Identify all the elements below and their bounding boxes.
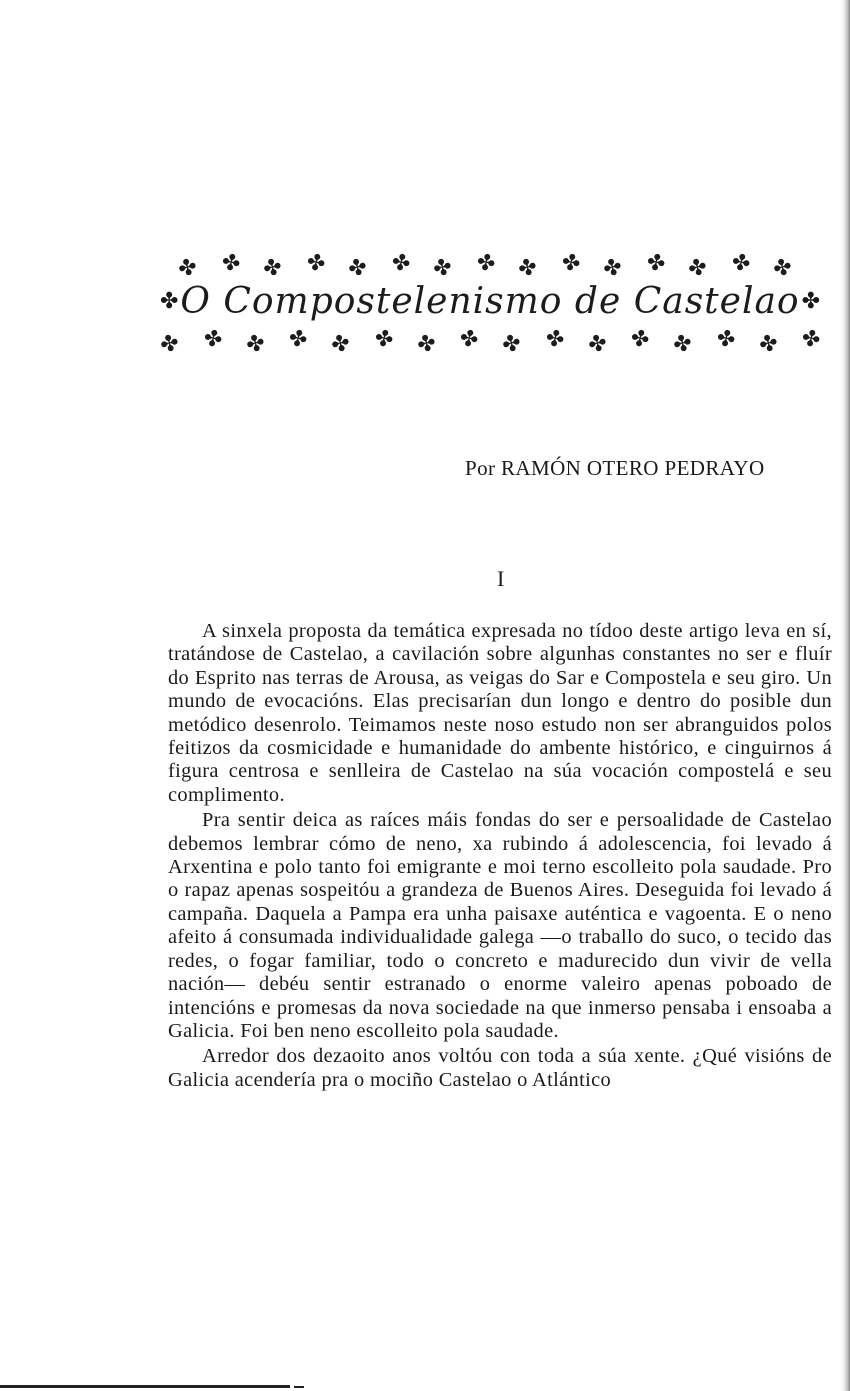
ornament-row-bottom bbox=[157, 322, 823, 362]
paragraph: A sinxela proposta da temática expresada no tídoo deste artigo leva en sí, tratándose de Castelao, a cavilación sobre algunhas constantes no ser e fluír do Esprito nas terras de Arousa, as veigas do Sar e Compostela e seu giro. Un mundo de evocacións. Elas precisarían dun longo e dentro do posible dun metódico desenrolo. Teimamos neste noso estudo non ser abranguidos polos feitizos da cosmicidade e humanidade do ambente histórico, e cinguirnos á figura centrosa e senlleira de Castelao na súa vocación compostelá e seu complimento. bbox=[168, 620, 832, 806]
fleuron-ornament-icon: ✤ bbox=[729, 248, 753, 278]
fleuron-ornament-icon: ✤ bbox=[388, 248, 413, 278]
paragraph: Pra sentir deica as raíces máis fondas do ser e persoalidade de Castelao debemos lembrar cómo de neno, xa rubindo á adolescencia, foi levado á Arxentina e polo tanto foi emigrante e moi terno escolleito pola saudade. Pro o rapaz apenas sospeitóu a grandeza de Buenos Aires. Deseguida foi levado á campaña. Daquela a Pampa era unha paisaxe auténtica e vagoenta. E o neno afeito á consumada individualidade galega —o traballo do suco, o tecido das redes, o fogar familiar, todo o concreto e madurecido dun vivir de vella nación— debéu sentir estranado o enorme valeiro apenas poboado de intencións e promesas da nova sociedade na que inmerso pensaba i ensoaba a Galicia. Foi ben neno escolleito pola saudade. bbox=[168, 809, 832, 1042]
fleuron-ornament-icon: ✤ bbox=[243, 329, 268, 359]
fleuron-ornament-icon: ✤ bbox=[801, 288, 820, 314]
title-line bbox=[160, 276, 820, 326]
fleuron-ornament-icon: ✤ bbox=[200, 324, 225, 354]
title-block bbox=[157, 238, 823, 368]
paragraph: Arredor dos dezaoito anos voltóu con toda a súa xente. ¿Qué visións de Galicia acendería pra o mociño Castelao o Atlántico bbox=[168, 1045, 832, 1091]
fleuron-ornament-icon: ✤ bbox=[218, 248, 242, 278]
fleuron-ornament-icon: ✤ bbox=[286, 324, 310, 354]
fleuron-ornament-icon: ✤ bbox=[515, 253, 540, 283]
bottom-rule bbox=[0, 1385, 290, 1388]
bottom-rule-dash bbox=[294, 1386, 304, 1388]
fleuron-ornament-icon: ✤ bbox=[473, 248, 498, 278]
article-body bbox=[168, 620, 832, 1094]
fleuron-ornament-icon: ✤ bbox=[303, 248, 328, 278]
fleuron-ornament-icon: ✤ bbox=[686, 253, 711, 283]
fleuron-ornament-icon: ✤ bbox=[799, 324, 823, 354]
fleuron-ornament-icon: ✤ bbox=[644, 248, 668, 278]
section-number: I bbox=[497, 566, 505, 591]
fleuron-ornament-icon: ✤ bbox=[157, 329, 182, 359]
fleuron-ornament-icon: ✤ bbox=[175, 253, 200, 283]
fleuron-ornament-icon: ✤ bbox=[499, 329, 524, 359]
fleuron-ornament-icon: ✤ bbox=[670, 329, 695, 359]
fleuron-ornament-icon: ✤ bbox=[260, 253, 285, 283]
fleuron-ornament-icon: ✤ bbox=[328, 329, 353, 359]
fleuron-ornament-icon: ✤ bbox=[756, 329, 781, 359]
fleuron-ornament-icon: ✤ bbox=[372, 324, 396, 354]
fleuron-ornament-icon: ✤ bbox=[771, 253, 796, 283]
fleuron-ornament-icon: ✤ bbox=[559, 248, 583, 278]
author-byline: Por RAMÓN OTERO PEDRAYO bbox=[465, 456, 765, 480]
fleuron-ornament-icon: ✤ bbox=[430, 253, 455, 283]
fleuron-ornament-icon: ✤ bbox=[628, 324, 652, 354]
fleuron-ornament-icon: ✤ bbox=[345, 253, 370, 283]
fleuron-ornament-icon: ✤ bbox=[160, 288, 179, 314]
fleuron-ornament-icon: ✤ bbox=[601, 253, 625, 283]
page-edge-shadow bbox=[840, 0, 850, 1391]
fleuron-ornament-icon: ✤ bbox=[414, 329, 439, 359]
fleuron-ornament-icon: ✤ bbox=[457, 324, 481, 354]
fleuron-ornament-icon: ✤ bbox=[543, 324, 567, 354]
fleuron-ornament-icon: ✤ bbox=[585, 329, 610, 359]
fleuron-ornament-icon: ✤ bbox=[714, 324, 738, 354]
page-title: O Compostelenismo de Castelao bbox=[180, 280, 800, 322]
